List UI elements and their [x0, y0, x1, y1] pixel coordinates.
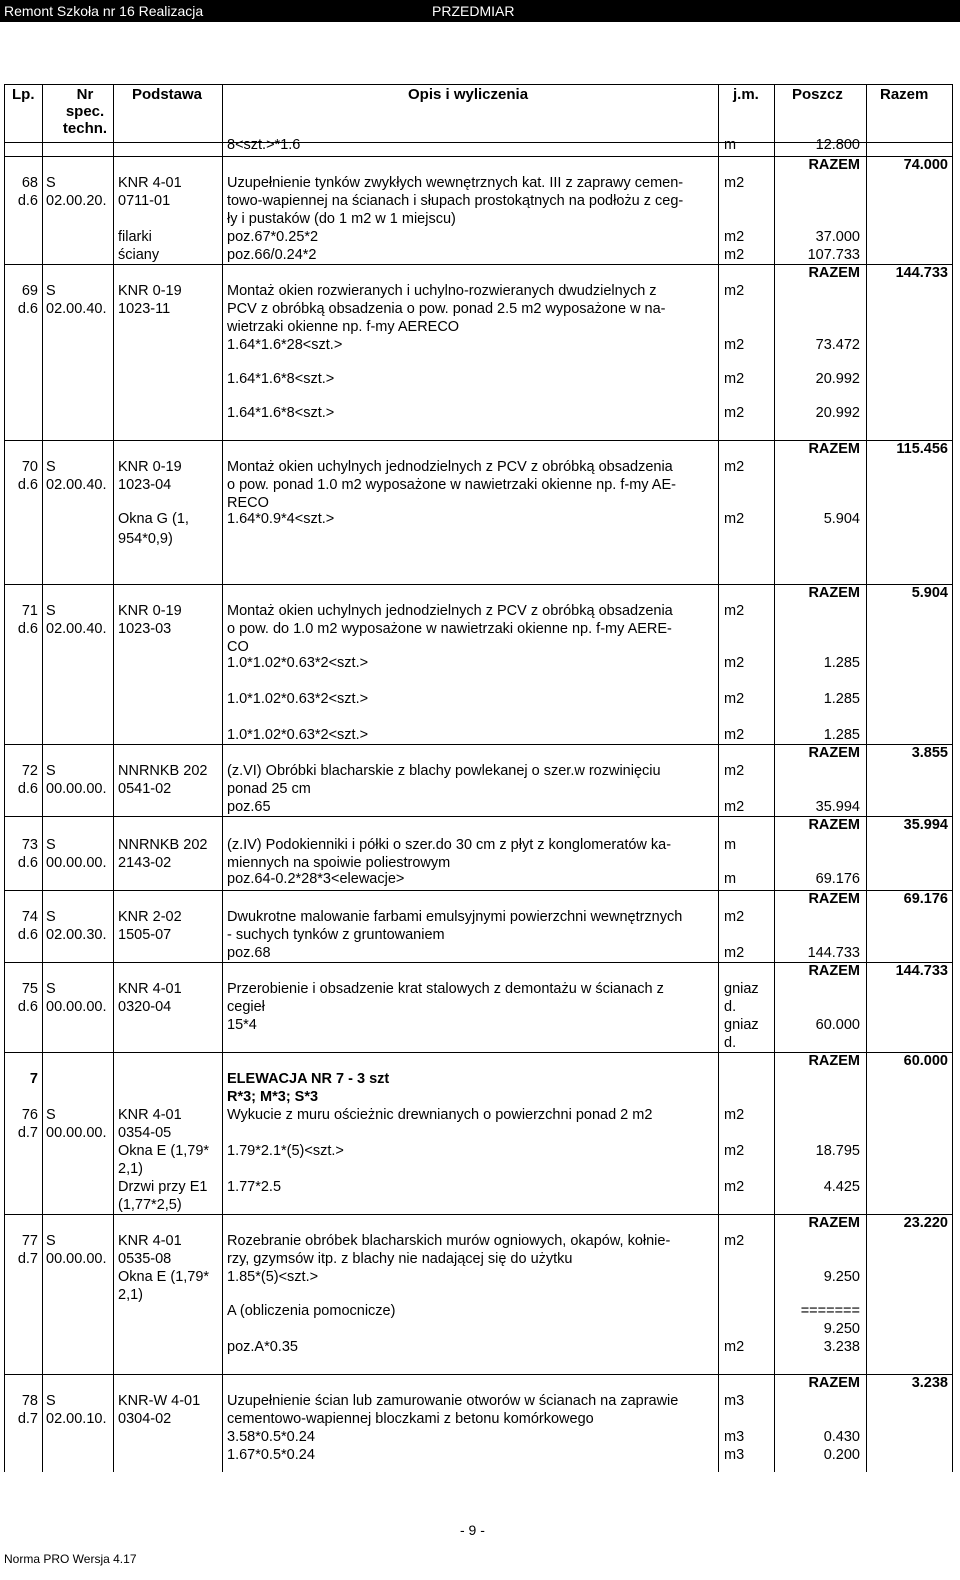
- table-top-border: [4, 84, 952, 85]
- cell-opis: Przerobienie i obsadzenie krat stalowych z demontażu w ścianach z: [227, 981, 664, 997]
- cell-poszcz: 35.994: [815, 799, 860, 815]
- cell-poszcz: 144.733: [807, 945, 860, 961]
- cell-jm: m2: [724, 1107, 745, 1123]
- cell-poszcz: 20.992: [815, 405, 860, 421]
- cell-opis: poz.64-0.2*28*3<elewacje>: [227, 871, 405, 887]
- cell-podst: ściany: [118, 247, 160, 263]
- cell-jm: m2: [724, 229, 745, 245]
- cell-nr: S: [46, 1393, 56, 1409]
- cell-jm: m2: [724, 603, 745, 619]
- cell-jm: m3: [724, 1429, 745, 1445]
- cell-opis: A (obliczenia pomocnicze): [227, 1303, 396, 1319]
- header-center: PRZEDMIAR: [432, 3, 515, 19]
- cell-lp: 73: [21, 837, 38, 853]
- cell-jm: m2: [724, 1179, 745, 1195]
- cell-podst: 0535-08: [118, 1251, 172, 1267]
- cell-podst: Okna E (1,79*: [118, 1269, 210, 1285]
- cell-nr: 00.00.00.: [46, 999, 107, 1015]
- cell-poszcz: 37.000: [815, 229, 860, 245]
- cell-jm: m2: [724, 247, 745, 263]
- cell-opis: 1.64*1.6*8<szt.>: [227, 371, 335, 387]
- cell-poszcz: 3.238: [823, 1339, 860, 1355]
- section-divider: [4, 1052, 952, 1053]
- cell-poszcz: 18.795: [815, 1143, 860, 1159]
- cell-opis: towo-wapiennej na ścianach i słupach prostokątnych na podłożu z ceg-: [227, 193, 684, 209]
- cell-jm: m3: [724, 1393, 745, 1409]
- col-poszcz: Poszcz: [792, 86, 843, 103]
- cell-jm: m2: [724, 1143, 745, 1159]
- cell-podst: KNR 0-19: [118, 283, 182, 299]
- cell-nr: 02.00.40.: [46, 477, 107, 493]
- document-header: [0, 0, 960, 22]
- cell-opis: Rozebranie obróbek blacharskich murów ogniowych, okapów, kołnie-: [227, 1233, 671, 1249]
- cell-poszcz: 0.200: [823, 1447, 860, 1463]
- section-divider: [4, 962, 952, 963]
- cell-opis: wietrzaki okienne np. f-my AERECO: [227, 319, 460, 335]
- col-divider-left: [4, 84, 5, 1472]
- cell-jm: m2: [724, 945, 745, 961]
- cell-poszcz: =======: [800, 1303, 860, 1319]
- section-divider: [4, 816, 952, 817]
- cell-nr: 02.00.30.: [46, 927, 107, 943]
- cell-lp: d.6: [17, 301, 38, 317]
- cell-jm: m2: [724, 175, 745, 191]
- cell-opis: Uzupełnienie tynków zwykłych wewnętrznych kat. III z zaprawy cemen-: [227, 175, 684, 191]
- cell-lp: d.7: [17, 1125, 38, 1141]
- cell-lp: d.6: [17, 999, 38, 1015]
- cell-jm: gniaz: [724, 1017, 759, 1033]
- cell-opis: 8<szt.>*1.6: [227, 137, 301, 153]
- cell-jm: m3: [724, 1447, 745, 1463]
- cell-razemlbl: RAZEM: [808, 817, 860, 833]
- cell-poszcz: 1.285: [823, 691, 860, 707]
- section-divider: [4, 1214, 952, 1215]
- cell-nr: S: [46, 837, 56, 853]
- cell-opis: poz.68: [227, 945, 271, 961]
- cell-nr: S: [46, 1107, 56, 1123]
- cell-podst: NNRNKB 202: [118, 837, 208, 853]
- cell-nr: 02.00.20.: [46, 193, 107, 209]
- section-divider: [4, 440, 952, 441]
- cell-nr: S: [46, 175, 56, 191]
- cell-jm: m2: [724, 799, 745, 815]
- cell-poszcz: 5.904: [823, 511, 860, 527]
- cell-opis: ły i pustaków (do 1 m2 w 1 miejscu): [227, 211, 456, 227]
- cell-podst: NNRNKB 202: [118, 763, 208, 779]
- col-opis: Opis i wyliczenia: [408, 86, 529, 103]
- cell-razem: 3.855: [911, 745, 948, 761]
- cell-jm: m2: [724, 1233, 745, 1249]
- section-divider: [4, 1374, 952, 1375]
- col-divider-podstawa: [222, 84, 223, 1472]
- cell-opis: o pow. ponad 1.0 m2 wyposażone w nawietrzaki okienne np. f-my AE-: [227, 477, 676, 493]
- cell-podst: KNR 0-19: [118, 603, 182, 619]
- cell-nr: S: [46, 763, 56, 779]
- cell-podst: KNR 4-01: [118, 981, 182, 997]
- cell-podst: KNR 2-02: [118, 909, 182, 925]
- cell-lp: d.6: [17, 477, 38, 493]
- col-podstawa: Podstawa: [132, 86, 203, 103]
- cell-razem: 144.733: [895, 963, 948, 979]
- cell-opis: Uzupełnienie ścian lub zamurowanie otworów w ścianach na zaprawie: [227, 1393, 679, 1409]
- cell-opis: Montaż okien uchylnych jednodzielnych z PCV z obróbką obsadzenia: [227, 459, 673, 475]
- section-divider: [4, 890, 952, 891]
- cell-jm: m: [724, 137, 737, 153]
- cell-lp: d.6: [17, 927, 38, 943]
- cell-podst: 1023-03: [118, 621, 172, 637]
- cell-opis: Wykucie z muru ościeżnic drewnianych o powierzchni ponad 2 m2: [227, 1107, 653, 1123]
- cell-jm: m2: [724, 691, 745, 707]
- cell-razemlbl: RAZEM: [808, 1375, 860, 1391]
- cell-razem: 23.220: [903, 1215, 948, 1231]
- col-divider-lp: [42, 84, 43, 1472]
- cell-opis: PCV z obróbką obsadzenia o pow. ponad 2.5 m2 wyposażone w na-: [227, 301, 666, 317]
- section-divider: [4, 264, 952, 265]
- cell-poszcz: 9.250: [823, 1269, 860, 1285]
- cell-lp: d.7: [17, 1411, 38, 1427]
- cell-podst: KNR-W 4-01: [118, 1393, 201, 1409]
- cell-jm: m2: [724, 909, 745, 925]
- cell-lp: d.7: [17, 1251, 38, 1267]
- section-divider: [4, 156, 952, 157]
- footer-software: Norma PRO Wersja 4.17: [4, 1552, 137, 1566]
- cell-podst: 954*0,9): [118, 531, 173, 547]
- cell-lp: d.6: [17, 621, 38, 637]
- cell-poszcz: 69.176: [815, 871, 860, 887]
- col-divider-jm: [774, 84, 775, 1472]
- cell-podst: 2,1): [118, 1287, 143, 1303]
- cell-opis: Montaż okien rozwieranych i uchylno-rozwieranych dwudzielnych z: [227, 283, 657, 299]
- cell-razemlbl: RAZEM: [808, 745, 860, 761]
- cell-nr: 02.00.40.: [46, 621, 107, 637]
- cell-lp: 72: [21, 763, 38, 779]
- col-jm: j.m.: [733, 86, 759, 103]
- cell-podst: KNR 4-01: [118, 175, 182, 191]
- cell-opis: 1.0*1.02*0.63*2<szt.>: [227, 691, 369, 707]
- cell-jm: d.: [724, 999, 737, 1015]
- cell-razemlbl: RAZEM: [808, 157, 860, 173]
- cell-jm: m2: [724, 459, 745, 475]
- cell-podst: (1,77*2,5): [118, 1197, 182, 1213]
- cell-opis: Montaż okien uchylnych jednodzielnych z PCV z obróbką obsadzenia: [227, 603, 673, 619]
- cell-nr: 02.00.10.: [46, 1411, 107, 1427]
- cell-opis: (z.VI) Obróbki blacharskie z blachy powlekanej o szer.w rozwinięciu: [227, 763, 661, 779]
- cell-lp: 71: [21, 603, 38, 619]
- cell-opis: poz.A*0.35: [227, 1339, 298, 1355]
- cell-opis: rzy, gzymsów itp. z blachy nie nadającej się do użytku: [227, 1251, 573, 1267]
- cell-razemlbl: RAZEM: [808, 1215, 860, 1231]
- cell-nr: S: [46, 981, 56, 997]
- page-number: - 9 -: [460, 1522, 485, 1538]
- cell-opis: 15*4: [227, 1017, 257, 1033]
- section-divider: [4, 584, 952, 585]
- cell-podst: 0711-01: [118, 193, 171, 209]
- cell-poszcz: 4.425: [823, 1179, 860, 1195]
- cell-opis: o pow. do 1.0 m2 wyposażone w nawietrzaki okienne np. f-my AERE-: [227, 621, 672, 637]
- cell-jm: m2: [724, 283, 745, 299]
- col-divider-nr: [113, 84, 114, 1472]
- cell-podst: 2143-02: [118, 855, 172, 871]
- cell-nr: S: [46, 459, 56, 475]
- cell-podst: Drzwi przy E1: [118, 1179, 208, 1195]
- cell-podst: 0320-04: [118, 999, 172, 1015]
- cell-jm: m2: [724, 763, 745, 779]
- cell-opis: ELEWACJA NR 7 - 3 szt: [227, 1071, 390, 1087]
- cell-podst: 0541-02: [118, 781, 172, 797]
- cell-jm: m: [724, 871, 737, 887]
- cell-opis: ponad 25 cm: [227, 781, 311, 797]
- cell-razemlbl: RAZEM: [808, 1053, 860, 1069]
- cell-opis: R*3; M*3; S*3: [227, 1089, 319, 1105]
- cell-lp: 77: [21, 1233, 38, 1249]
- cell-lp: d.6: [17, 781, 38, 797]
- cell-poszcz: 73.472: [815, 337, 860, 353]
- cell-poszcz: 107.733: [807, 247, 860, 263]
- cell-nr: S: [46, 283, 56, 299]
- cell-opis: 1.77*2.5: [227, 1179, 282, 1195]
- cell-nr: 02.00.40.: [46, 301, 107, 317]
- cell-razem: 3.238: [911, 1375, 948, 1391]
- cell-opis: 1.79*2.1*(5)<szt.>: [227, 1143, 344, 1159]
- cell-opis: Dwukrotne malowanie farbami emulsyjnymi powierzchni wewnętrznych: [227, 909, 683, 925]
- cell-razemlbl: RAZEM: [808, 891, 860, 907]
- cell-lp: d.6: [17, 855, 38, 871]
- cell-razem: 35.994: [903, 817, 948, 833]
- cell-lp: 70: [21, 459, 38, 475]
- cell-razem: 74.000: [903, 157, 948, 173]
- cell-nr: 00.00.00.: [46, 1251, 107, 1267]
- cell-razem: 115.456: [896, 441, 948, 457]
- cell-nr: S: [46, 909, 56, 925]
- cell-opis: CO: [227, 639, 249, 655]
- cell-podst: Okna G (1,: [118, 511, 189, 527]
- cell-podst: KNR 4-01: [118, 1107, 182, 1123]
- cell-jm: m2: [724, 337, 745, 353]
- cell-nr: S: [46, 603, 56, 619]
- cell-opis: 1.0*1.02*0.63*2<szt.>: [227, 655, 369, 671]
- cell-poszcz: 1.285: [823, 727, 860, 743]
- cell-opis: miennych na spoiwie poliestrowym: [227, 855, 451, 871]
- cell-opis: 1.64*1.6*28<szt.>: [227, 337, 343, 353]
- cell-opis: (z.IV) Podokienniki i półki o szer.do 30 cm z płyt z konglomeratów ka-: [227, 837, 672, 853]
- cell-poszcz: 9.250: [823, 1321, 860, 1337]
- cell-jm: m2: [724, 655, 745, 671]
- cell-poszcz: 20.992: [815, 371, 860, 387]
- cell-razemlbl: RAZEM: [808, 265, 860, 281]
- cell-podst: KNR 0-19: [118, 459, 182, 475]
- cell-poszcz: 1.285: [823, 655, 860, 671]
- cell-podst: Okna E (1,79*: [118, 1143, 210, 1159]
- cell-lp: 74: [21, 909, 38, 925]
- cell-razem: 69.176: [903, 891, 948, 907]
- cell-opis: RECO: [227, 495, 269, 511]
- cell-jm: m2: [724, 511, 745, 527]
- cell-opis: 1.85*(5)<szt.>: [227, 1269, 319, 1285]
- cell-podst: 1505-07: [118, 927, 172, 943]
- col-divider-right: [952, 84, 953, 1472]
- cell-opis: - suchych tynków z gruntowaniem: [227, 927, 445, 943]
- cell-nr: 00.00.00.: [46, 1125, 107, 1141]
- cell-lp: 75: [21, 981, 38, 997]
- cell-opis: 1.64*0.9*4<szt.>: [227, 511, 335, 527]
- cell-opis: 1.67*0.5*0.24: [227, 1447, 315, 1463]
- cell-opis: cegieł: [227, 999, 265, 1015]
- col-divider-poszcz: [866, 84, 867, 1472]
- cell-lp: 7: [29, 1071, 38, 1087]
- cell-podst: KNR 4-01: [118, 1233, 182, 1249]
- cell-podst: 1023-11: [118, 301, 171, 317]
- cell-jm: m2: [724, 371, 745, 387]
- section-divider: [4, 744, 952, 745]
- cell-razem: 5.904: [911, 585, 948, 601]
- cell-jm: m2: [724, 405, 745, 421]
- col-divider-opis: [718, 84, 719, 1472]
- cell-opis: poz.67*0.25*2: [227, 229, 319, 245]
- cell-razem: 144.733: [895, 265, 948, 281]
- cell-razem: 60.000: [903, 1053, 948, 1069]
- cell-lp: d.6: [17, 193, 38, 209]
- cell-nr: S: [46, 1233, 56, 1249]
- cell-opis: 3.58*0.5*0.24: [227, 1429, 315, 1445]
- cell-podst: 2,1): [118, 1161, 143, 1177]
- cell-lp: 78: [21, 1393, 38, 1409]
- cell-razemlbl: RAZEM: [808, 963, 860, 979]
- cell-opis: 1.0*1.02*0.63*2<szt.>: [227, 727, 369, 743]
- cell-podst: 0354-05: [118, 1125, 172, 1141]
- header-title: Remont Szkoła nr 16 Realizacja: [4, 3, 204, 19]
- col-razem: Razem: [880, 86, 929, 103]
- cell-poszcz: 60.000: [815, 1017, 860, 1033]
- col-lp: Lp.: [12, 86, 35, 103]
- cell-opis: 1.64*1.6*8<szt.>: [227, 405, 335, 421]
- cell-jm: m: [724, 837, 737, 853]
- cell-lp: 68: [21, 175, 38, 191]
- cell-razemlbl: RAZEM: [808, 585, 860, 601]
- cell-nr: 00.00.00.: [46, 781, 107, 797]
- cell-jm: m2: [724, 1339, 745, 1355]
- cell-razemlbl: RAZEM: [808, 441, 860, 457]
- cell-nr: 00.00.00.: [46, 855, 107, 871]
- cell-poszcz: 0.430: [823, 1429, 860, 1445]
- cell-podst: 0304-02: [118, 1411, 172, 1427]
- cell-podst: filarki: [118, 229, 152, 245]
- cell-jm: m2: [724, 727, 745, 743]
- cell-opis: poz.65: [227, 799, 271, 815]
- col-nr: Nr spec. techn.: [62, 86, 108, 137]
- cell-lp: 76: [21, 1107, 38, 1123]
- cell-opis: poz.66/0.24*2: [227, 247, 317, 263]
- cell-lp: 69: [21, 283, 38, 299]
- cell-podst: 1023-04: [118, 477, 172, 493]
- cell-poszcz: 12.800: [815, 137, 860, 153]
- cell-jm: d.: [724, 1035, 737, 1051]
- cell-opis: cementowo-wapiennej bloczkami z betonu komórkowego: [227, 1411, 594, 1427]
- cell-jm: gniaz: [724, 981, 759, 997]
